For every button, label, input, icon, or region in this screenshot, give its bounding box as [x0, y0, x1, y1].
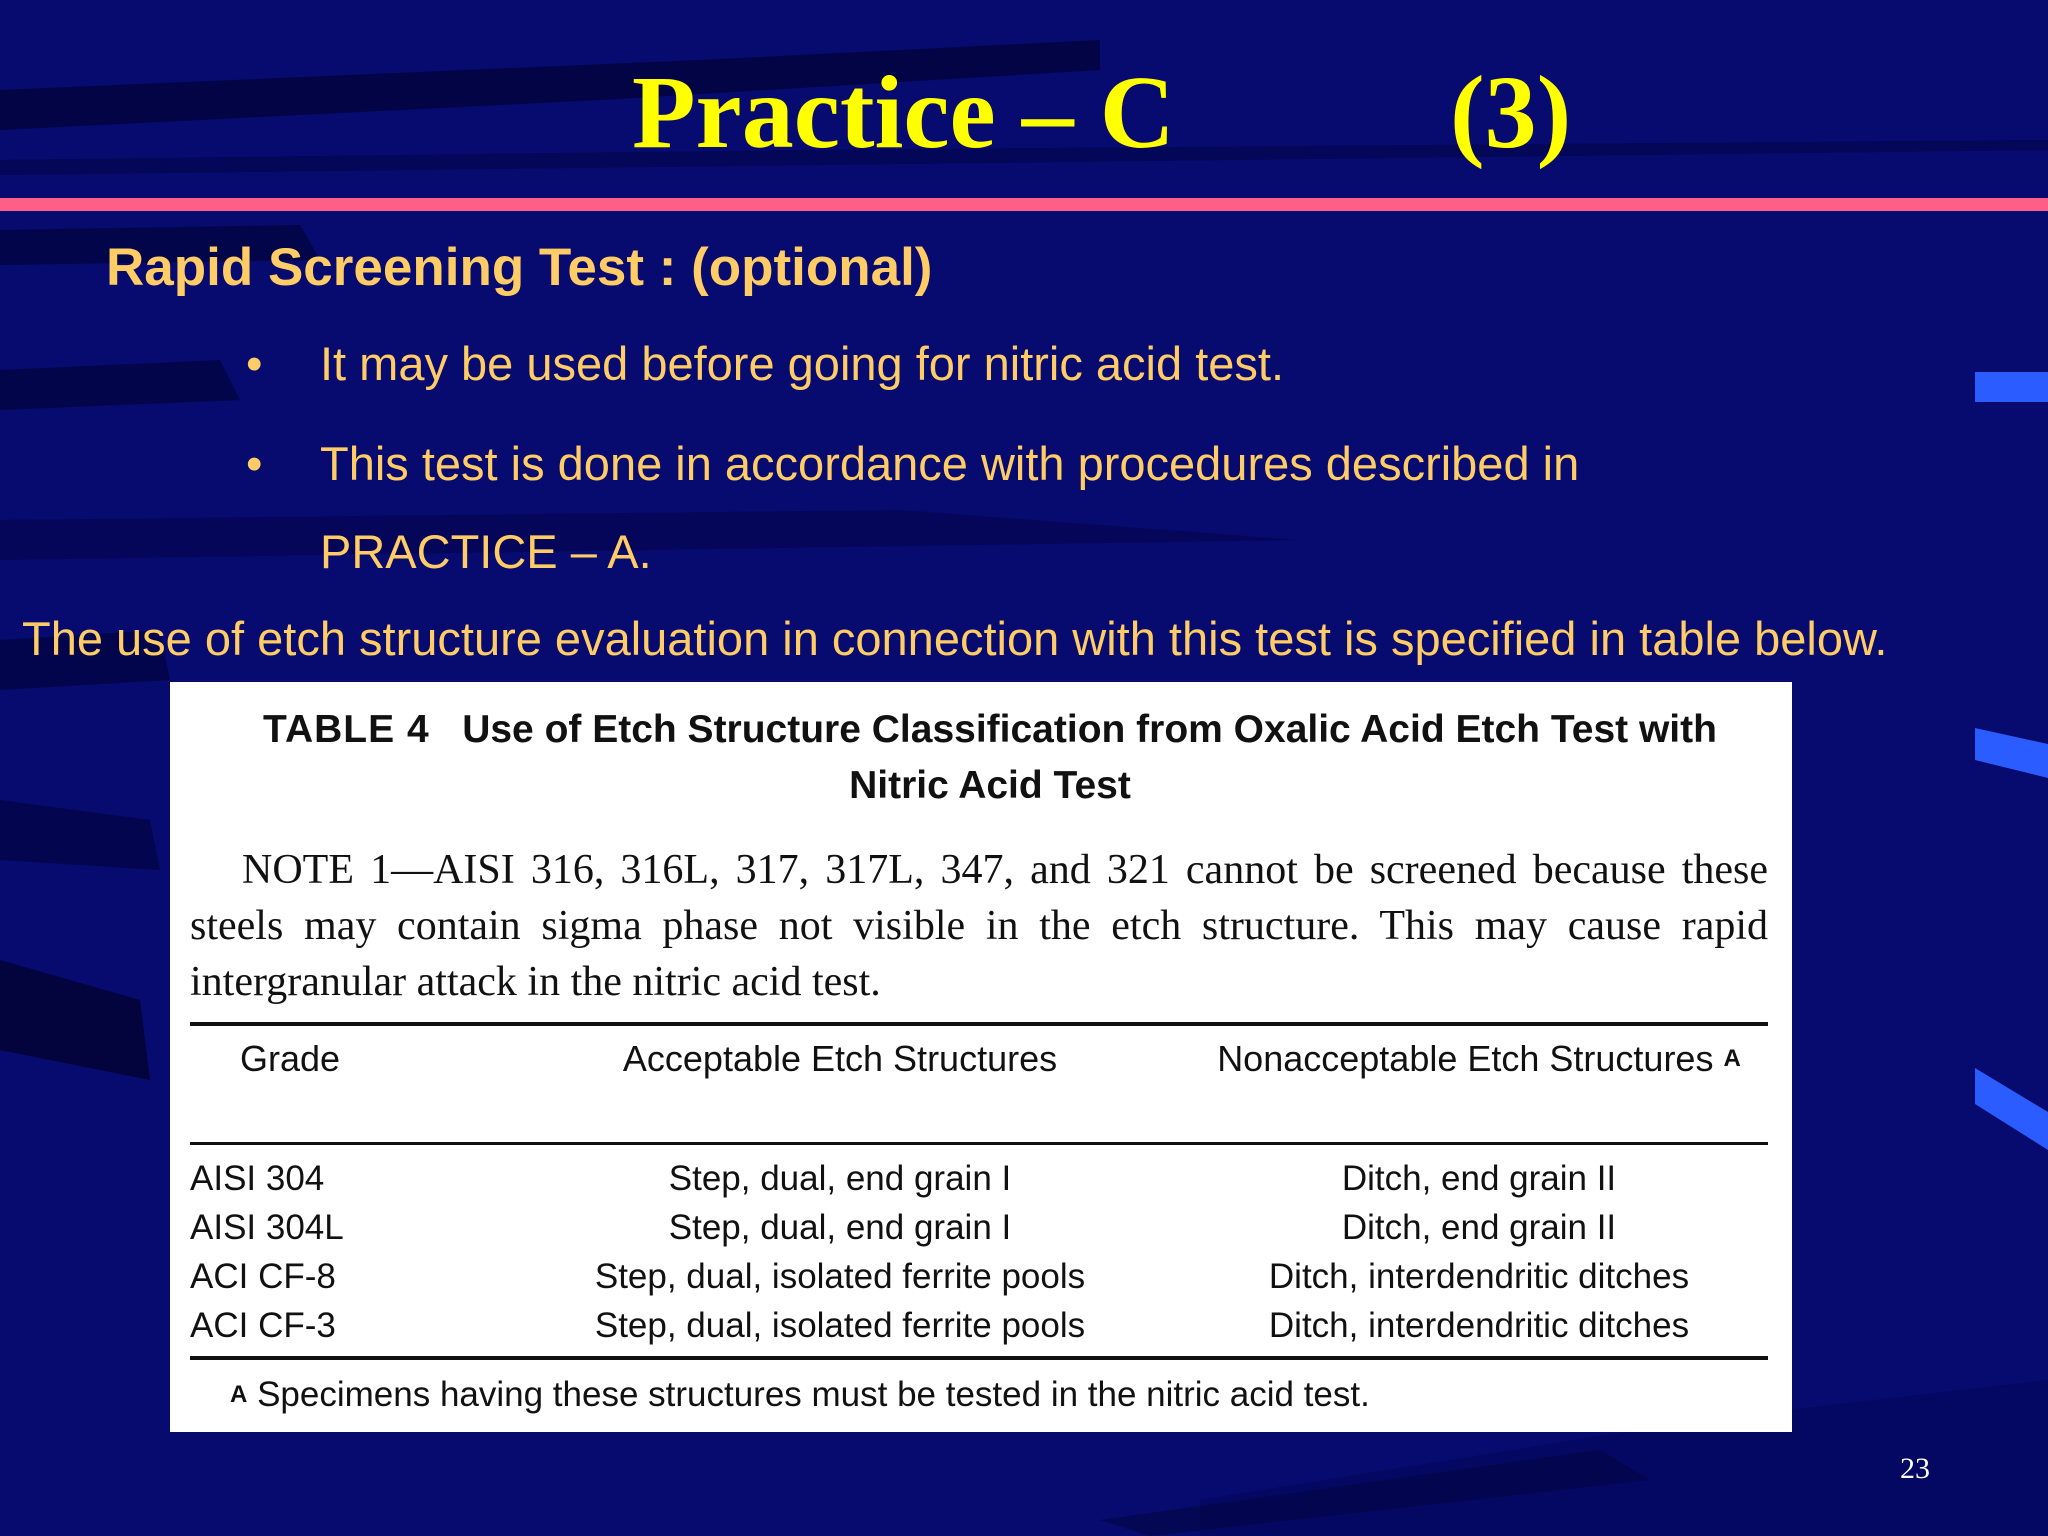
- bullet-marker: •: [246, 337, 263, 390]
- cell-nonacceptable: Ditch, end grain II: [1341, 1159, 1617, 1198]
- title-text: Practice – C: [632, 55, 1175, 170]
- table-rule-bottom: [190, 1356, 1768, 1360]
- bullet-marker: •: [246, 437, 263, 490]
- section-heading: Rapid Screening Test : (optional): [106, 238, 933, 297]
- table-label: TABLE 4: [263, 708, 430, 751]
- table-footnote: [230, 1370, 1370, 1420]
- slide-title: [0, 48, 2048, 178]
- cell-grade: ACI CF-8: [190, 1257, 336, 1296]
- table-row: [190, 1154, 1768, 1203]
- etch-structure-table: [170, 682, 1792, 1432]
- title-number: (3): [1450, 55, 1572, 170]
- cell-nonacceptable: Ditch, interdendritic ditches: [1268, 1306, 1690, 1345]
- header-nonacceptable: [1190, 1034, 1768, 1084]
- cell-grade: AISI 304: [190, 1159, 325, 1198]
- table-row: [190, 1203, 1768, 1252]
- header-footnote-marker: A: [1723, 1045, 1741, 1072]
- cell-nonacceptable: Ditch, end grain II: [1341, 1208, 1617, 1247]
- table-rule-top: [190, 1022, 1768, 1026]
- table-header-row: [190, 1034, 1768, 1134]
- table-row: [190, 1252, 1768, 1301]
- intro-paragraph: The use of etch structure evaluation in connection with this test is specified in table below.: [22, 612, 1888, 665]
- footnote-marker: A: [230, 1381, 248, 1408]
- cell-acceptable: Step, dual, end grain I: [668, 1208, 1012, 1247]
- header-acceptable: Acceptable Etch Structures: [622, 1038, 1058, 1079]
- table-caption: [210, 702, 1770, 814]
- cell-acceptable: Step, dual, isolated ferrite pools: [594, 1306, 1086, 1345]
- header-nonacceptable-text: Nonacceptable Etch Structures: [1217, 1038, 1714, 1079]
- table-note: NOTE 1—AISI 316, 316L, 317, 317L, 347, and 321 cannot be screened because these steels may contain sigma phase not visible in the etch structure. This may cause rapid intergranular attack in the nitric acid test.: [190, 847, 1768, 1005]
- bullet-text: It may be used before going for nitric acid test.: [320, 337, 1285, 390]
- bullet-text: This test is done in accordance with procedures described in PRACTICE – A.: [320, 437, 1580, 578]
- footnote-text: Specimens having these structures must be tested in the nitric acid test.: [257, 1375, 1370, 1414]
- title-divider: [0, 198, 2048, 211]
- table-body: [190, 1154, 1768, 1350]
- cell-nonacceptable: Ditch, interdendritic ditches: [1268, 1257, 1690, 1296]
- page-number: 23: [1900, 1452, 1930, 1485]
- table-rule-header: [190, 1142, 1768, 1145]
- cell-grade: AISI 304L: [190, 1208, 344, 1247]
- table-caption-text: Use of Etch Structure Classification from Oxalic Acid Etch Test with Nitric Acid Test: [462, 708, 1717, 807]
- header-grade: Grade: [240, 1038, 341, 1079]
- table-row: [190, 1301, 1768, 1350]
- cell-acceptable: Step, dual, end grain I: [668, 1159, 1012, 1198]
- cell-acceptable: Step, dual, isolated ferrite pools: [594, 1257, 1086, 1296]
- cell-grade: ACI CF-3: [190, 1306, 336, 1345]
